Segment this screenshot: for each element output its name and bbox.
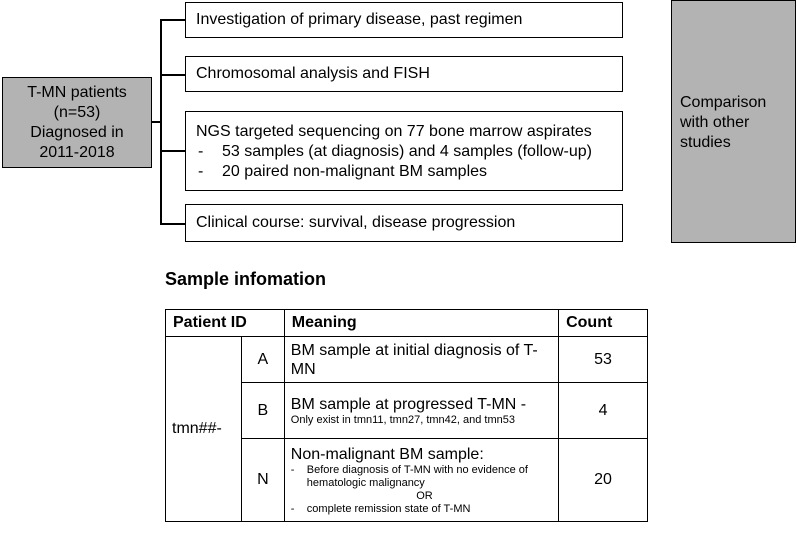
header-patient-id: Patient ID (166, 310, 285, 337)
meaning-b-main: BM sample at progressed T-MN - (290, 395, 527, 413)
count-cell-n: 20 (559, 439, 648, 522)
header-meaning: Meaning (284, 310, 558, 337)
bullet-dash: - (290, 463, 295, 476)
step-ngs-item-2 (196, 162, 622, 182)
step-chromosomal (185, 56, 623, 92)
sample-table (165, 309, 648, 522)
meaning-cell-n (284, 439, 558, 522)
code-cell-b: B (241, 383, 284, 439)
patients-line-2: (n=53) (53, 103, 101, 121)
step-ngs-item-2-text: 20 paired non-malignant BM samples (222, 163, 488, 180)
header-count: Count (559, 310, 648, 337)
comparison-line-3: studies (680, 134, 731, 151)
meaning-n-main: Non-malignant BM sample: (290, 445, 484, 463)
step-clinical (185, 204, 623, 242)
bullet-dash: - (290, 502, 295, 515)
patients-line-3: Diagnosed in (30, 123, 124, 141)
meaning-n-note-2-text: complete remission state of T-MN (306, 502, 471, 515)
connector-step2 (160, 74, 185, 76)
patient-prefix-cell (166, 337, 242, 522)
step-clinical-text: Clinical course: survival, disease progression (196, 214, 516, 231)
count-cell-b: 4 (559, 383, 648, 439)
count-cell-a: 53 (559, 337, 648, 383)
code-cell-a: A (241, 337, 284, 383)
bullet-dash: - (198, 143, 204, 160)
meaning-n-or: OR (416, 489, 433, 502)
meaning-n-note-1 (291, 464, 558, 490)
connector-step1 (160, 19, 185, 21)
step-chromosomal-text: Chromosomal analysis and FISH (196, 65, 430, 82)
connector-step4 (160, 223, 185, 225)
step-investigation (185, 2, 623, 38)
step-ngs-title: NGS targeted sequencing on 77 bone marrow aspirates (196, 123, 592, 140)
meaning-n-note-2 (291, 503, 558, 516)
meaning-b-note: Only exist in tmn11, tmn27, tmn42, and tmn53 (290, 413, 515, 426)
patients-box (2, 77, 152, 168)
patients-line-1: T-MN patients (27, 83, 127, 101)
meaning-cell-a: BM sample at initial diagnosis of T-MN (284, 337, 558, 383)
comparison-line-2: with other (680, 114, 750, 131)
comparison-line-1: Comparison (680, 94, 767, 111)
step-investigation-text: Investigation of primary disease, past regimen (196, 11, 523, 28)
code-cell-n: N (241, 439, 284, 522)
step-ngs-item-1 (196, 142, 622, 162)
comparison-box (671, 0, 796, 243)
connector-spine (160, 19, 162, 224)
table-row (166, 337, 648, 383)
table-header-row (166, 310, 648, 337)
sample-info-title: Sample infomation (165, 269, 327, 289)
step-ngs-item-1-text: 53 samples (at diagnosis) and 4 samples (follow-up) (222, 143, 592, 160)
bullet-dash: - (198, 163, 204, 180)
patients-line-4: 2011-2018 (39, 143, 115, 161)
step-ngs (185, 111, 623, 191)
patient-prefix: tmn##- (172, 420, 222, 437)
connector-step3 (160, 150, 185, 152)
meaning-cell-b (284, 383, 558, 439)
meaning-n-note-1-text: Before diagnosis of T-MN with no evidence of hematologic malignancy (306, 463, 528, 489)
